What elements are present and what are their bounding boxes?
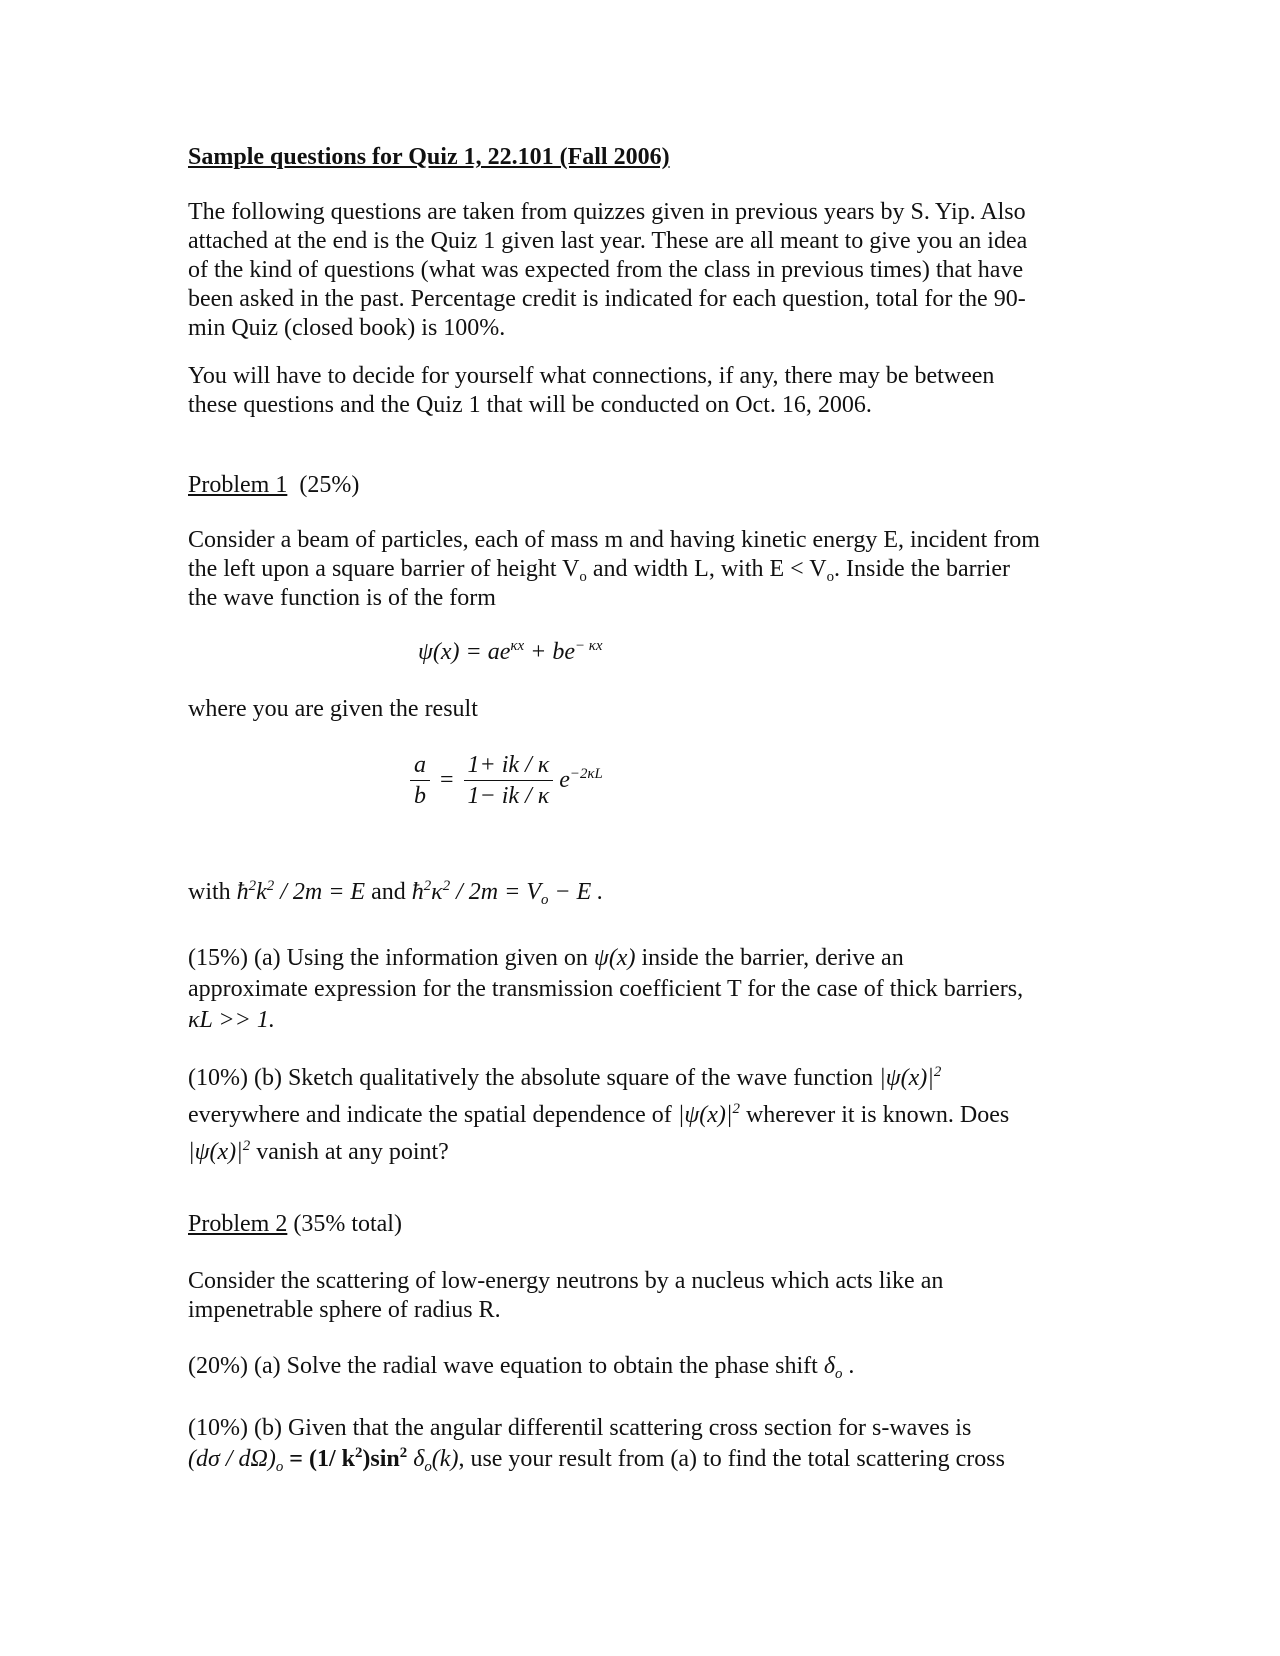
- question-line: κL >> 1.: [188, 1007, 275, 1033]
- problem-2-statement: [188, 1267, 1088, 1325]
- a-over-b: $\frac{a}{b}$: [410, 750, 430, 811]
- intro-line: of the kind of questions (what was expected from the class in previous times) that have: [188, 257, 1024, 283]
- statement-line: Consider the scattering of low-energy neutrons by a nucleus which acts like an: [188, 1268, 944, 1294]
- question-line: $(d\sigma / d\Omega)_o = (1/$ $k^2)\sin^2$ $\delta_o(k)$, use your result from (a) to find the total scattering cross: [188, 1445, 1005, 1476]
- intro-paragraph-2: [188, 362, 1088, 420]
- energy-definitions: with $ħ^2k^2 / 2m = E$ and $ħ^2\kappa^2 / 2m = V_o - E$ .: [188, 878, 604, 909]
- question-line: (15%) (a) Using the information given on ψ(x) inside the barrier, derive an: [188, 945, 904, 971]
- problem-2-question-b: [188, 1413, 1108, 1475]
- wave-function-equation: $\psi(x) = ae^{\kappa x} + be^{- \kappa x}$: [418, 638, 603, 665]
- statement-line: impenetrable sphere of radius R.: [188, 1297, 501, 1323]
- statement-line: the wave function is of the form: [188, 585, 496, 611]
- intro-line: You will have to decide for yourself what connections, if any, there may be between: [188, 363, 995, 389]
- intro-line: these questions and the Quiz 1 that will be conducted on Oct. 16, 2006.: [188, 392, 872, 418]
- statement-line: the left upon a square barrier of height $V_o$ and width L, with $E < V_o$. Inside the barrier: [188, 556, 1010, 586]
- problem-2-heading: [188, 1210, 1088, 1239]
- problem-2-label: Problem 2: [188, 1211, 288, 1237]
- intro-line: min Quiz (closed book) is 100%.: [188, 315, 506, 341]
- exponential-factor: $e^{-2\kappa L}$: [559, 766, 603, 793]
- intro-line: been asked in the past. Percentage credit is indicated for each question, total for the 90-: [188, 286, 1026, 312]
- problem-2-question-a: (20%) (a) Solve the radial wave equation to obtain the phase shift $\delta_o$ .: [188, 1353, 855, 1383]
- intro-line: The following questions are taken from quizzes given in previous years by S. Yip. Also: [188, 199, 1026, 225]
- question-line: (10%) (b) Sketch qualitatively the absolute square of the wave function $|\psi(x)|^2$: [188, 1064, 942, 1091]
- equals-sign: =: [440, 767, 454, 793]
- problem-1-statement: [188, 526, 1108, 613]
- question-line: (10%) (b) Given that the angular differentil scattering cross section for s-waves is: [188, 1415, 972, 1441]
- ratio-equation: [410, 750, 603, 811]
- problem-1-heading: [188, 471, 1088, 500]
- problem-1-question-a: [188, 943, 1108, 1036]
- given-result-text: where you are given the result: [188, 696, 478, 722]
- question-line: approximate expression for the transmission coefficient T for the case of thick barriers,: [188, 976, 1024, 1002]
- problem-2-weight: (35% total): [293, 1211, 402, 1237]
- problem-1-question-b: [188, 1060, 1108, 1171]
- intro-line: attached at the end is the Quiz 1 given last year. These are all meant to give you an idea: [188, 228, 1028, 254]
- problem-1-weight: (25%): [299, 472, 360, 498]
- question-line: $|\psi(x)|^2$ vanish at any point?: [188, 1138, 449, 1165]
- intro-paragraph-1: [188, 198, 1088, 343]
- problem-1-label: Problem 1: [188, 472, 288, 498]
- question-line: everywhere and indicate the spatial dependence of $|\psi(x)|^2$ wherever it is known. Does: [188, 1101, 1010, 1128]
- ratio-fraction: $\frac{1+ ik / \kappa}{1- ik / \kappa}$: [464, 750, 554, 811]
- page-title: Sample questions for Quiz 1, 22.101 (Fall 2006): [188, 144, 670, 170]
- statement-line: Consider a beam of particles, each of mass m and having kinetic energy E, incident from: [188, 527, 1040, 553]
